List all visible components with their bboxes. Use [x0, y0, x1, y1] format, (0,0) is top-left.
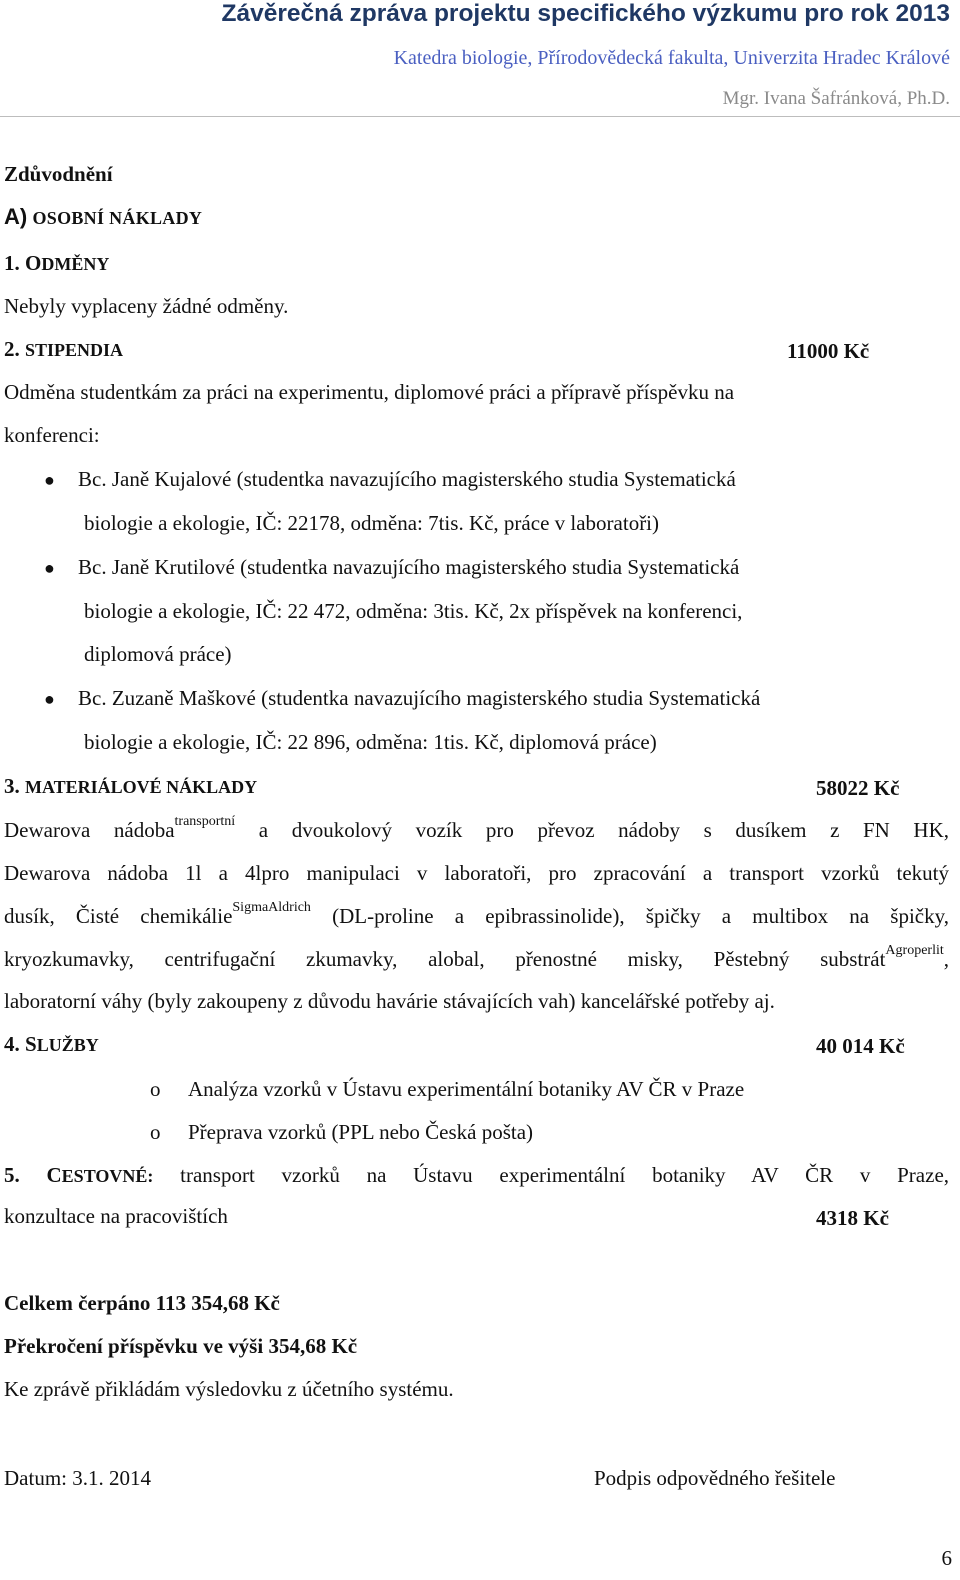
service-item: o Přeprava vzorků (PPL nebo Česká pošta)	[150, 1120, 534, 1144]
list-marker-icon: o	[150, 1120, 161, 1144]
materials-line5: laboratorní váhy (byly zakoupeny z důvodu havárie stávajících vah) kancelářské potřeby aj.	[4, 989, 775, 1013]
section-2-number: 2.	[4, 337, 20, 361]
footer-signature: Podpis odpovědného řešitele	[594, 1466, 836, 1490]
section-a-letter: A)	[4, 204, 28, 229]
section-4-heading	[4, 1034, 99, 1055]
summary-total: Celkem čerpáno 113 354,68 Kč	[4, 1291, 280, 1315]
summary-overrun: Překročení příspěvku ve výši 354,68 Kč	[4, 1334, 358, 1358]
bullet-icon: ●	[44, 470, 55, 490]
stipend-item-line2: biologie a ekologie, IČ: 22 472, odměna: 3tis. Kč, 2x příspěvek na konferenci,	[84, 598, 743, 623]
stipend-item-line2: biologie a ekologie, IČ: 22178, odměna: 7tis. Kč, práce v laboratoři)	[84, 510, 660, 535]
list-marker-icon: o	[150, 1077, 161, 1101]
section-2-title: STIPENDIA	[25, 340, 124, 360]
justification-heading: Zdůvodnění	[4, 162, 113, 186]
section-5-amount: 4318 Kč	[816, 1206, 889, 1230]
section-a-heading	[4, 206, 202, 228]
section-4-title-rest: LUŽBY	[36, 1035, 99, 1055]
section-2-amount: 11000 Kč	[787, 339, 870, 363]
report-title: Závěrečná zpráva projektu specifického výzkumu pro rok 2013	[221, 0, 950, 27]
section-3-number: 3.	[4, 774, 20, 798]
header-divider	[0, 116, 960, 117]
section-2-intro-line2: konferenci:	[4, 423, 100, 447]
page-number: 6	[941, 1546, 952, 1570]
section-5-line1: 5. CESTOVNÉ: transport vzorků na Ústavu experimentální botaniky AV ČR v Praze,	[4, 1163, 950, 1187]
service-item: o Analýza vzorků v Ústavu experimentální botaniky AV ČR v Praze	[150, 1077, 745, 1101]
stipend-item-line1: Bc. Zuzaně Maškové (studentka navazujícího magisterského studia Systematická	[78, 686, 761, 710]
section-4-title-first: S	[25, 1032, 37, 1056]
section-2-intro-line1: Odměna studentkám za práci na experimentu, diplomové práci a přípravě příspěvku na	[4, 380, 735, 404]
summary-note: Ke zprávě přikládám výsledovku z účetního systému.	[4, 1377, 454, 1401]
bullet-icon: ●	[44, 558, 55, 578]
section-1-title-first: O	[25, 251, 42, 275]
section-4-number: 4.	[4, 1032, 20, 1056]
footer-date: Datum: 3.1. 2014	[4, 1466, 151, 1490]
materials-line3: dusík, Čisté chemikálie$^{SigmaAldrich}$ (DL-proline a epibrassinolide), špičky a multibox na špičky,	[4, 900, 949, 928]
author: Mgr. Ivana Šafránková, Ph.D.	[722, 88, 950, 109]
section-5-line2: konzultace na pracovištích	[4, 1204, 228, 1228]
stipend-item-line1: Bc. Janě Kujalové (studentka navazujícího magisterského studia Systematická	[78, 467, 736, 491]
section-a-title: OSOBNÍ NÁKLADY	[32, 208, 203, 228]
stipend-item-line1: Bc. Janě Krutilové (studentka navazujícího magisterského studia Systematická	[78, 555, 740, 579]
section-3-heading	[4, 776, 257, 797]
section-1-heading	[4, 253, 109, 274]
stipend-item-line2: biologie a ekologie, IČ: 22 896, odměna: 1tis. Kč, diplomová práce)	[84, 729, 657, 754]
section-4-amount: 40 014 Kč	[816, 1034, 905, 1058]
stipend-item-line3: diplomová práce)	[84, 642, 232, 666]
section-5-title: ESTOVNÉ:	[61, 1166, 154, 1186]
materials-line4: kryozkumavky, centrifugační zkumavky, alobal, přenostné misky, Pěstebný substrát$^{Agroperlit}$,	[4, 943, 949, 971]
section-3-title: MATERIÁLOVÉ NÁKLADY	[25, 777, 258, 797]
section-2-heading	[4, 339, 123, 360]
section-1-text: Nebyly vyplaceny žádné odměny.	[4, 294, 289, 318]
section-1-number: 1.	[4, 251, 20, 275]
bullet-icon: ●	[44, 689, 55, 709]
section-1-title-rest: DMĚNY	[41, 254, 110, 274]
department: Katedra biologie, Přírodovědecká fakulta, Univerzita Hradec Králové	[393, 47, 950, 69]
materials-line2: Dewarova nádoba 1l a 4lpro manipulaci v laboratoři, pro zpracování a transport vzorků tekutý	[4, 861, 949, 885]
section-3-amount: 58022 Kč	[816, 776, 900, 800]
materials-line1: Dewarova nádoba$^{transportní}$ a dvoukolový vozík pro převoz nádoby s dusíkem z FN HK,	[4, 814, 950, 842]
section-5-number: 5.	[4, 1163, 20, 1187]
